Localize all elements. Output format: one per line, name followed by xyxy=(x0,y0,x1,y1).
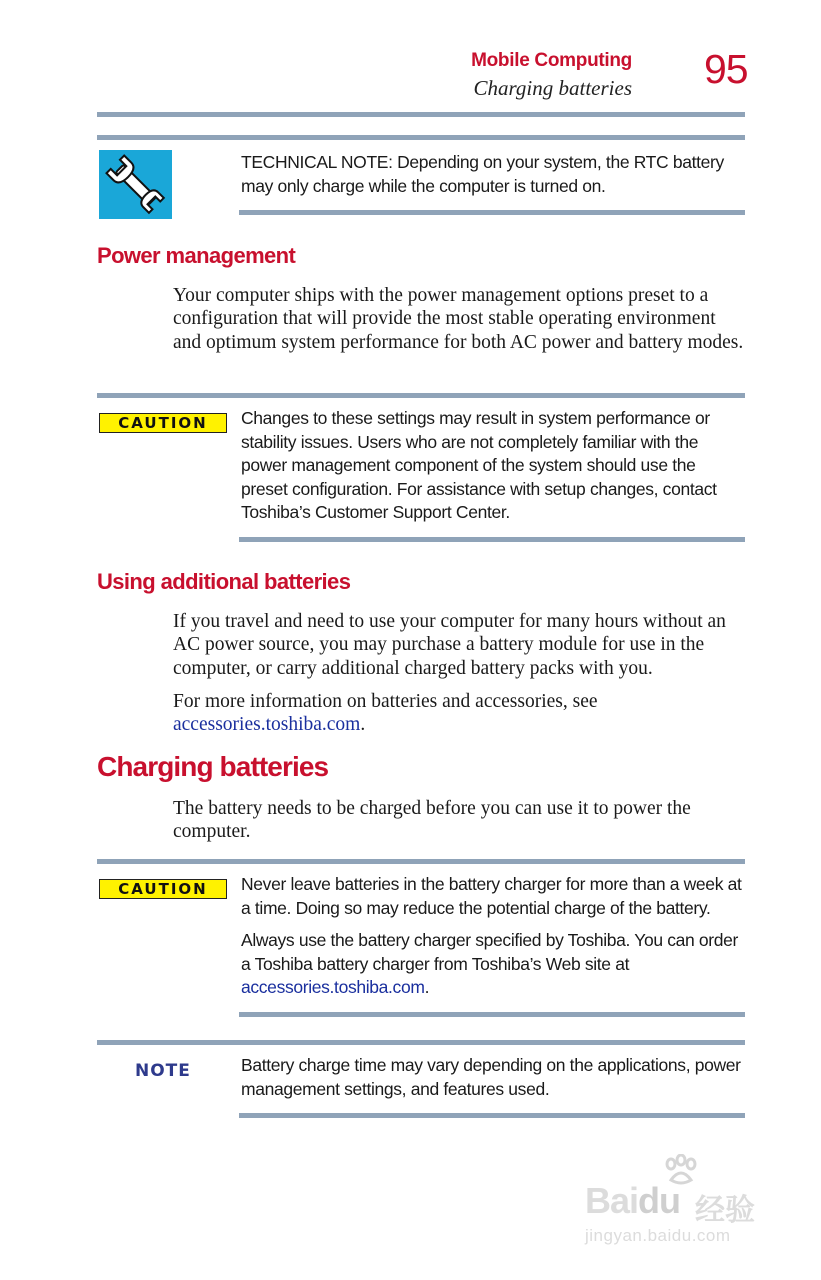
caution2-para2-suffix: . xyxy=(424,977,430,997)
caution2-top-rule xyxy=(97,859,745,864)
charging-paragraph: The battery needs to be charged before you can use it to power the computer. xyxy=(173,798,691,843)
caution1-text: Changes to these settings may result in system performance or stability issues. Users who are not completely familiar with the power management component of the system should use the preset configuration. For assistance with setup changes, contact Toshiba’s Customer Support Center. xyxy=(241,408,717,522)
heading-power-management: Power management xyxy=(97,243,296,268)
wrench-icon xyxy=(99,150,172,219)
caution1-top-rule xyxy=(97,393,745,398)
page-number: 95 xyxy=(704,46,748,92)
caution1-bottom-rule xyxy=(239,537,745,542)
additional-batteries-paragraph-2 xyxy=(173,690,745,737)
heading-additional-batteries: Using additional batteries xyxy=(97,569,351,594)
charging-body xyxy=(173,797,745,854)
note-bottom-rule xyxy=(239,1113,745,1118)
tech-note-bottom-rule xyxy=(239,210,745,215)
watermark-cn: 经验 xyxy=(695,1194,755,1227)
power-management-body xyxy=(173,284,745,364)
caution2-paragraph-1: Never leave batteries in the battery charger for more than a week at a time. Doing so may reduce the potential charge of the battery. xyxy=(241,874,742,918)
para2-suffix: . xyxy=(360,714,366,736)
additional-batteries-paragraph-1: If you travel and need to use your computer for many hours without an AC power source, you may purchase a battery module for use in the computer, or carry additional charged battery packs with you. xyxy=(173,611,726,679)
tech-note-text: TECHNICAL NOTE: Depending on your system, the RTC battery may only charge while the computer is turned on. xyxy=(241,152,724,196)
watermark-url: jingyan.baidu.com xyxy=(585,1226,731,1245)
running-header-section: Mobile Computing xyxy=(471,50,632,71)
additional-batteries-body xyxy=(173,610,745,746)
heading-charging-batteries: Charging batteries xyxy=(97,751,329,782)
caution2-text xyxy=(241,873,745,1009)
caution-badge: CAUTION xyxy=(99,413,227,433)
running-header-subsection: Charging batteries xyxy=(473,76,632,100)
baidu-watermark xyxy=(583,1150,783,1250)
accessories-link[interactable]: accessories.toshiba.com xyxy=(173,714,361,736)
watermark-brand: Baidu xyxy=(585,1180,681,1221)
para2-prefix: For more information on batteries and accessories, see xyxy=(173,690,598,712)
caution2-bottom-rule xyxy=(239,1012,745,1017)
power-management-paragraph: Your computer ships with the power management options preset to a configuration that will provide the most stable operating environment and optimum system performance for both AC power and battery modes. xyxy=(173,285,744,353)
note-badge: NOTE xyxy=(135,1061,191,1081)
tech-note-top-rule xyxy=(97,135,745,140)
caution2-paragraph-2 xyxy=(241,929,745,1000)
accessories-link[interactable]: accessories.toshiba.com xyxy=(241,977,425,997)
header-rule xyxy=(97,112,745,117)
caution2-para2-prefix: Always use the battery charger specified by Toshiba. You can order a Toshiba battery charger from Toshiba’s Web site at xyxy=(241,930,739,974)
note-top-rule xyxy=(97,1040,745,1045)
note-text: Battery charge time may vary depending on the applications, power management settings, and features used. xyxy=(241,1055,741,1099)
caution-badge: CAUTION xyxy=(99,879,227,899)
